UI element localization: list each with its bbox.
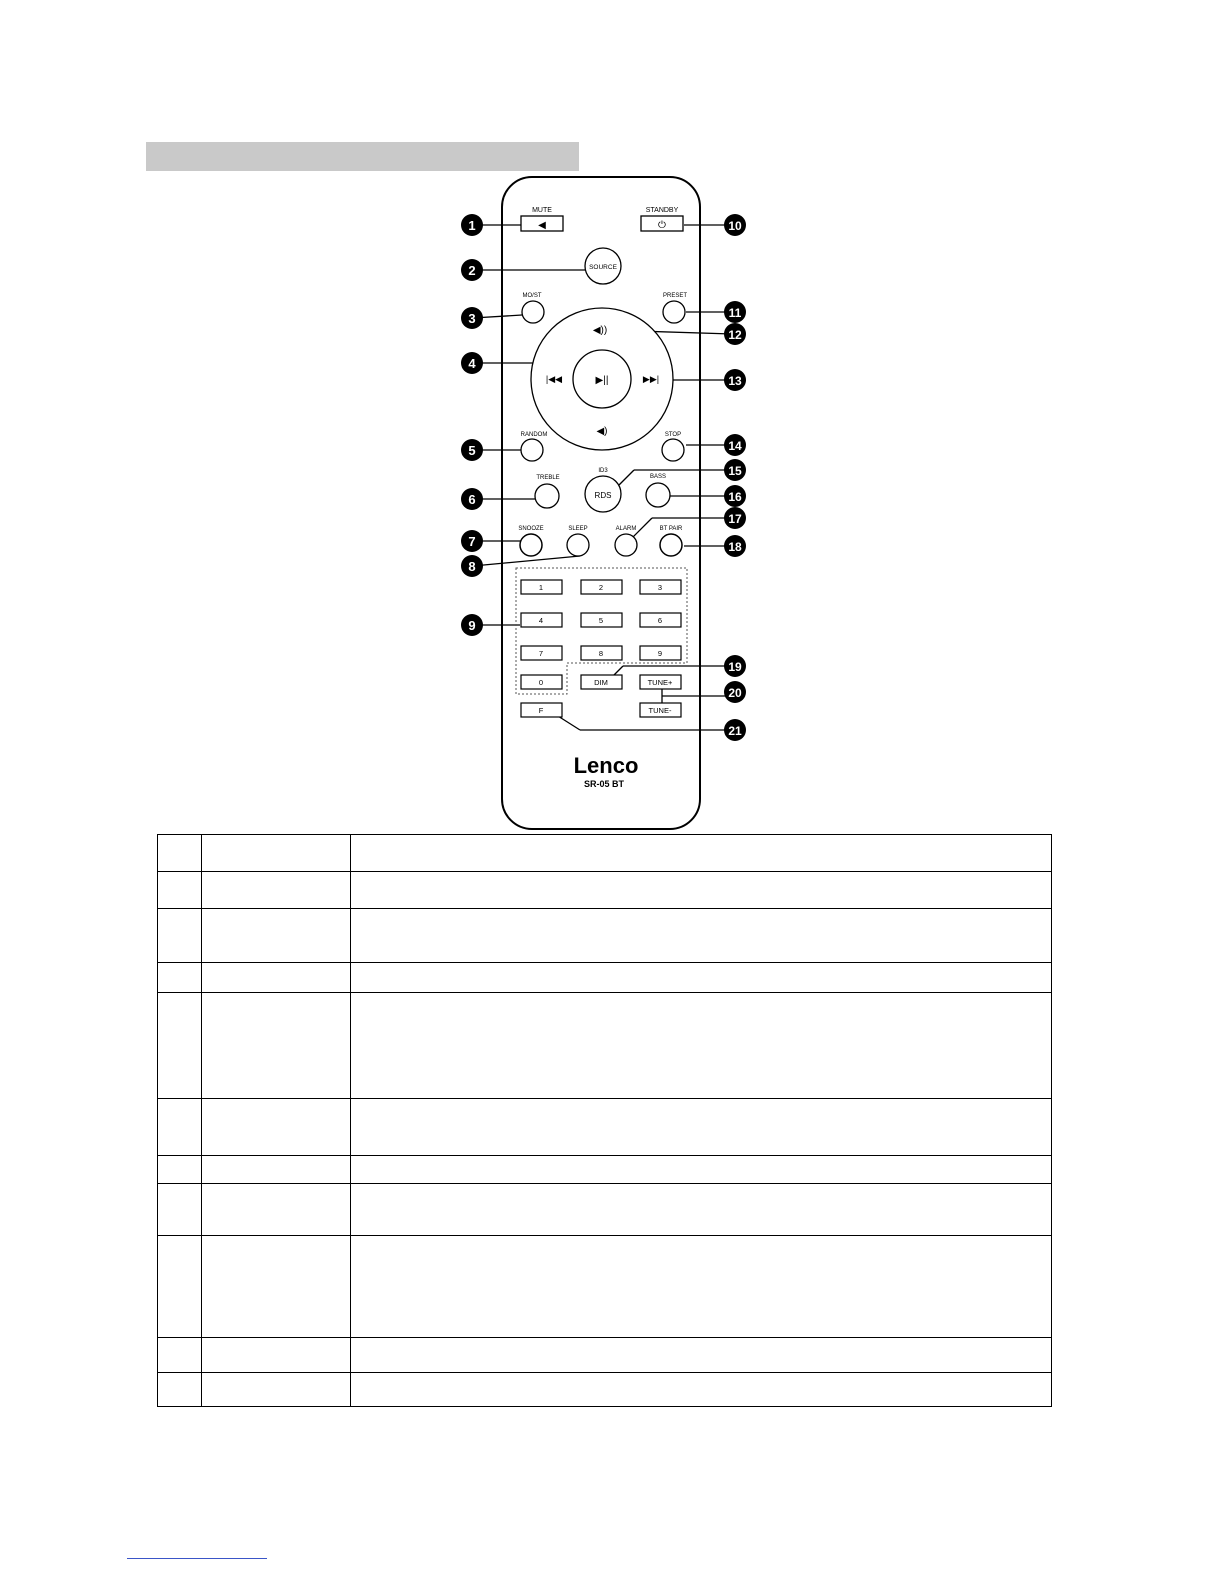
keypad-key-label: 3	[657, 583, 663, 592]
table-cell	[158, 993, 202, 1099]
table-row	[158, 1338, 1052, 1373]
bt-pair-button[interactable]	[660, 534, 682, 556]
table-cell	[158, 1099, 202, 1156]
callout-number: 5	[468, 443, 476, 458]
table-cell	[158, 1373, 202, 1407]
mo-st-button[interactable]	[522, 301, 544, 323]
sleep-label: SLEEP	[568, 526, 588, 532]
mo-st-label: MO/ST	[522, 293, 542, 299]
callout-number: 4	[468, 356, 476, 371]
table-cell	[351, 872, 1052, 909]
rds-label: RDS	[594, 491, 612, 500]
table-row	[158, 1236, 1052, 1338]
table-cell	[351, 909, 1052, 963]
alarm-button[interactable]	[615, 534, 637, 556]
callout-number: 9	[468, 618, 476, 633]
bass-button[interactable]	[646, 483, 670, 507]
table-cell	[158, 835, 202, 872]
function-table	[157, 834, 1052, 1407]
callout-number: 11	[728, 306, 742, 320]
table-cell	[351, 1338, 1052, 1373]
table-cell	[158, 963, 202, 993]
callout-number: 17	[728, 512, 742, 526]
keypad-key-label: 7	[538, 649, 544, 658]
table-cell	[202, 1338, 351, 1373]
bass-label: BASS	[649, 474, 667, 480]
volume-up-icon[interactable]: ◀))	[592, 325, 608, 336]
bt-pair-label: BT PAIR	[659, 526, 683, 532]
brand-logo: Lenco	[573, 753, 639, 778]
callout-number: 12	[728, 328, 742, 342]
table-cell	[202, 909, 351, 963]
snooze-label: SNOOZE	[518, 526, 544, 532]
next-track-icon[interactable]: ▶▶|	[642, 374, 660, 384]
table-row	[158, 1099, 1052, 1156]
callout-number: 2	[468, 263, 476, 278]
keypad-key-label: 8	[598, 649, 604, 658]
keypad-key-label: 4	[538, 616, 544, 625]
table-cell	[351, 1099, 1052, 1156]
keypad-key-label: 1	[538, 583, 544, 592]
stop-button[interactable]	[662, 439, 684, 461]
mute-icon: ◀	[538, 220, 546, 231]
keypad-key-label: 9	[657, 649, 663, 658]
table-row	[158, 872, 1052, 909]
table-cell	[158, 909, 202, 963]
table-cell	[202, 872, 351, 909]
callout-number: 6	[468, 492, 476, 507]
table-cell	[202, 1156, 351, 1184]
preset-label: PRESET	[662, 293, 688, 299]
table-cell	[351, 1236, 1052, 1338]
callout-number: 13	[728, 374, 742, 388]
dim-label: DIM	[594, 678, 608, 687]
callout-number: 16	[728, 490, 742, 504]
table-cell	[351, 963, 1052, 993]
table-cell	[351, 1184, 1052, 1236]
callout-number: 10	[728, 219, 742, 233]
remote-control-diagram	[440, 170, 770, 835]
table-cell	[158, 872, 202, 909]
mute-label: MUTE	[532, 207, 552, 214]
treble-button[interactable]	[535, 484, 559, 508]
callout-number: 3	[468, 311, 476, 326]
random-label: RANDOM	[520, 432, 548, 438]
table-row	[158, 1156, 1052, 1184]
treble-label: TREBLE	[536, 475, 560, 481]
table-cell	[202, 993, 351, 1099]
footer-rule	[127, 1558, 267, 1559]
table-cell	[158, 1338, 202, 1373]
sleep-button[interactable]	[567, 534, 589, 556]
callout-number: 1	[468, 218, 476, 233]
callout-number: 19	[728, 660, 742, 674]
callout-number: 20	[728, 686, 742, 700]
table-row	[158, 1184, 1052, 1236]
keypad-key-label: 2	[598, 583, 604, 592]
table-cell	[158, 1156, 202, 1184]
power-icon: ⏻	[658, 220, 666, 231]
section-heading-bar	[146, 142, 579, 171]
standby-label: STANDBY	[645, 207, 679, 214]
table-cell	[351, 993, 1052, 1099]
keypad-key-label: 6	[657, 616, 663, 625]
tune-plus-label: TUNE+	[647, 678, 673, 687]
table-row	[158, 909, 1052, 963]
volume-down-icon[interactable]: ◀)	[596, 426, 608, 437]
table-row	[158, 1373, 1052, 1407]
id3-label: ID3	[598, 468, 608, 474]
previous-track-icon[interactable]: |◀◀	[545, 374, 563, 384]
callout-number: 8	[468, 559, 476, 574]
f-label: F	[538, 706, 544, 715]
table-cell	[351, 1373, 1052, 1407]
stop-label: STOP	[664, 432, 682, 438]
play-pause-icon: ▶||	[595, 375, 609, 386]
source-label: SOURCE	[589, 264, 617, 271]
callout-number: 21	[728, 724, 742, 738]
callout-number: 14	[728, 439, 742, 453]
table-cell	[202, 835, 351, 872]
callout-number: 7	[468, 534, 476, 549]
table-cell	[202, 963, 351, 993]
table-cell	[202, 1184, 351, 1236]
table-cell	[202, 1099, 351, 1156]
table-row	[158, 835, 1052, 872]
table-cell	[351, 835, 1052, 872]
keypad-key-label: 5	[598, 616, 604, 625]
table-cell	[351, 1156, 1052, 1184]
table-cell	[158, 1236, 202, 1338]
preset-button[interactable]	[663, 301, 685, 323]
table-row	[158, 993, 1052, 1099]
alarm-label: ALARM	[615, 526, 637, 532]
model-name: SR-05 BT	[583, 779, 625, 789]
table-cell	[202, 1236, 351, 1338]
callout-number: 15	[728, 464, 742, 478]
table-row	[158, 963, 1052, 993]
callout-number: 18	[728, 540, 742, 554]
table-cell	[158, 1184, 202, 1236]
random-button[interactable]	[521, 439, 543, 461]
tune-minus-label: TUNE-	[648, 706, 672, 715]
keypad-key-label: 0	[538, 678, 544, 687]
snooze-button[interactable]	[520, 534, 542, 556]
table-cell	[202, 1373, 351, 1407]
